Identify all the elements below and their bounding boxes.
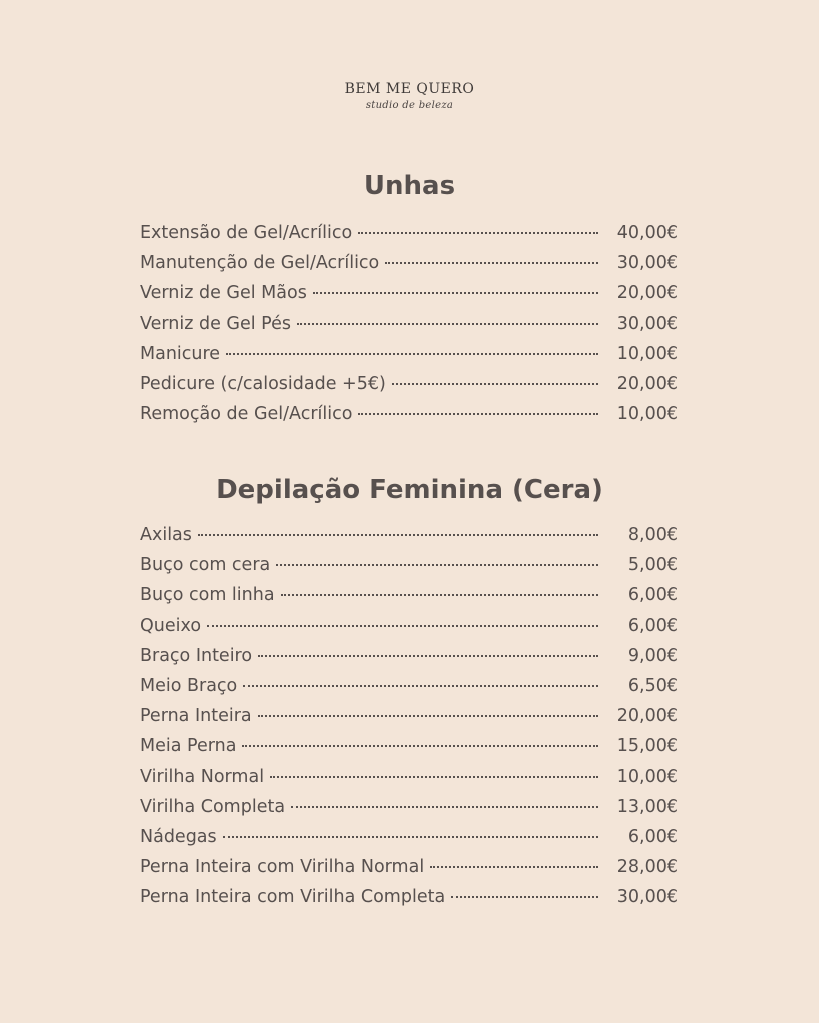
price-row <box>140 399 678 429</box>
service-name: Verniz de Gel Mãos <box>140 283 307 304</box>
dot-leader <box>223 836 598 838</box>
price-row <box>140 822 678 852</box>
service-name: Perna Inteira com Virilha Normal <box>140 857 425 878</box>
service-price: 6,50€ <box>627 675 678 696</box>
dot-leader <box>297 323 598 325</box>
price-row <box>140 278 678 308</box>
section-title-depilacao: Depilação Feminina (Cera) <box>216 475 603 505</box>
service-price: 30,00€ <box>616 313 678 334</box>
service-price: 8,00€ <box>627 525 678 545</box>
dot-leader <box>243 685 598 687</box>
price-row <box>140 762 678 792</box>
dot-leader <box>281 594 598 596</box>
service-name: Buço com cera <box>140 555 271 576</box>
service-name: Buço com linha <box>140 585 275 606</box>
dot-leader <box>313 292 598 294</box>
service-price: 5,00€ <box>627 555 678 576</box>
price-row <box>140 580 678 610</box>
section-title-unhas: Unhas <box>363 171 456 201</box>
service-name: Meia Perna <box>140 736 237 757</box>
price-row <box>140 550 678 580</box>
dot-leader <box>392 383 598 385</box>
price-row <box>140 641 678 671</box>
service-name: Braço Inteiro <box>140 645 253 666</box>
price-list-depilacao <box>140 520 678 912</box>
service-name: Perna Inteira <box>140 706 252 727</box>
price-row <box>140 611 678 641</box>
service-price: 13,00€ <box>616 796 678 817</box>
price-row <box>140 218 678 248</box>
dot-leader <box>242 745 598 747</box>
service-price: 10,00€ <box>616 404 678 425</box>
service-price: 30,00€ <box>616 253 678 274</box>
dot-leader <box>226 353 598 355</box>
price-row <box>140 309 678 339</box>
service-name: Queixo <box>140 615 202 636</box>
dot-leader <box>276 564 598 566</box>
service-name: Perna Inteira com Virilha Completa <box>140 887 446 908</box>
dot-leader <box>358 413 598 415</box>
dot-leader <box>198 534 598 536</box>
dot-leader <box>451 896 598 898</box>
service-name: Axilas <box>140 525 192 545</box>
service-price: 20,00€ <box>616 283 678 304</box>
price-row <box>140 882 678 912</box>
dot-leader <box>430 866 598 868</box>
service-name: Manutenção de Gel/Acrílico <box>140 253 380 274</box>
service-name: Virilha Normal <box>140 766 265 787</box>
price-row <box>140 671 678 701</box>
brand-logo <box>0 80 819 112</box>
service-price: 6,00€ <box>627 826 678 847</box>
service-name: Remoção de Gel/Acrílico <box>140 404 353 425</box>
dot-leader <box>207 625 598 627</box>
price-row <box>140 339 678 369</box>
dot-leader <box>258 655 598 657</box>
service-price: 20,00€ <box>616 706 678 727</box>
dot-leader <box>358 232 598 234</box>
dot-leader <box>291 806 598 808</box>
service-price: 10,00€ <box>616 343 678 364</box>
price-list-unhas <box>140 218 678 429</box>
service-name: Extensão de Gel/Acrílico <box>140 223 353 243</box>
service-name: Virilha Completa <box>140 796 286 817</box>
price-row <box>140 852 678 882</box>
service-name: Pedicure (c/calosidade +5€) <box>140 373 386 394</box>
service-price: 9,00€ <box>627 645 678 666</box>
service-price: 10,00€ <box>616 766 678 787</box>
brand-tagline: studio de beleza <box>365 100 454 111</box>
service-price: 6,00€ <box>627 615 678 636</box>
dot-leader <box>270 776 598 778</box>
dot-leader <box>258 715 598 717</box>
price-row <box>140 731 678 761</box>
service-price: 40,00€ <box>616 223 678 243</box>
price-row <box>140 520 678 550</box>
service-name: Manicure <box>140 343 221 364</box>
service-price: 20,00€ <box>616 373 678 394</box>
service-name: Meio Braço <box>140 675 238 696</box>
dot-leader <box>385 262 598 264</box>
service-name: Nádegas <box>140 826 217 847</box>
service-price: 15,00€ <box>616 736 678 757</box>
price-row <box>140 369 678 399</box>
price-row <box>140 248 678 278</box>
service-price: 30,00€ <box>616 887 678 908</box>
service-price: 28,00€ <box>616 857 678 878</box>
price-row <box>140 701 678 731</box>
service-price: 6,00€ <box>627 585 678 606</box>
brand-name: BEM ME QUERO <box>344 81 475 97</box>
service-name: Verniz de Gel Pés <box>140 313 291 334</box>
price-row <box>140 792 678 822</box>
